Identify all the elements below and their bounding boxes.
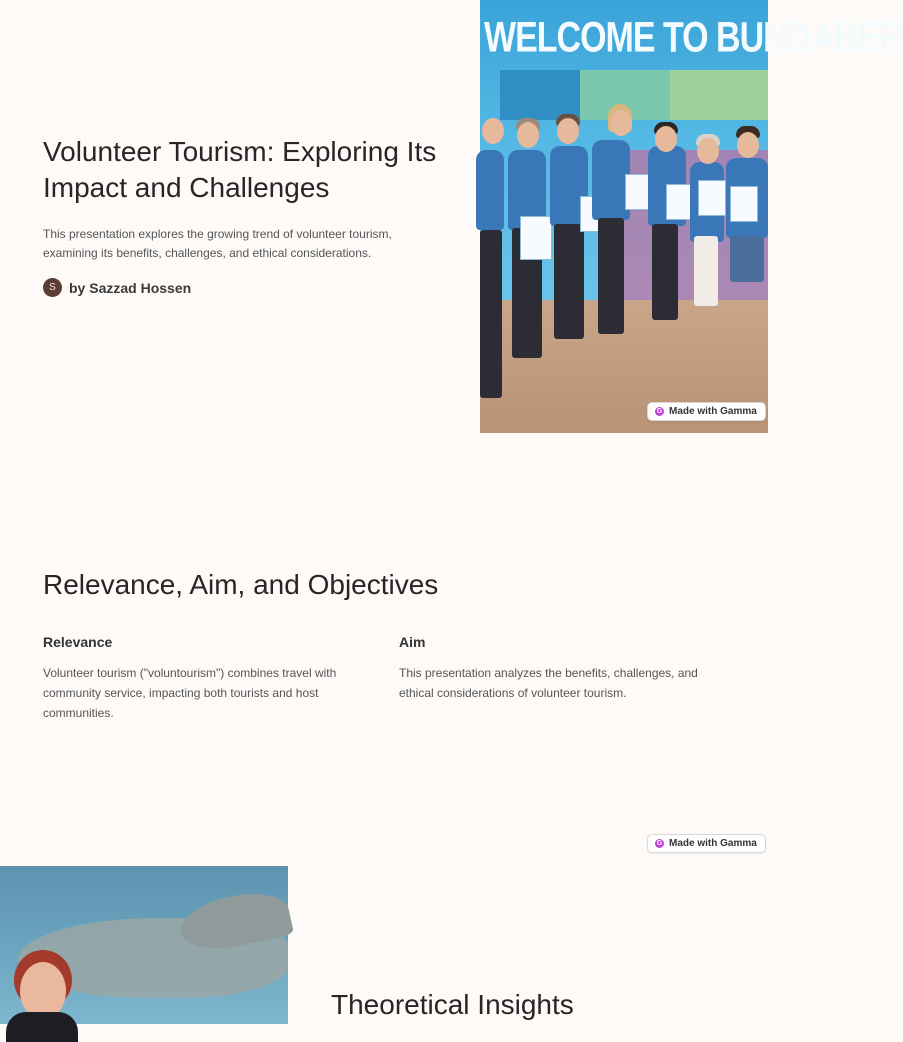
section-title: Theoretical Insights (331, 989, 574, 1020)
slide-title (0, 0, 903, 433)
banner-map-panel (500, 70, 580, 120)
gamma-logo-icon: G (656, 840, 663, 847)
volunteers-group-photo (480, 0, 903, 433)
slide-relevance (0, 433, 768, 866)
gamma-logo-icon: G (656, 408, 663, 415)
section-title: Relevance, Aim, and Objectives (43, 569, 439, 600)
aim-column (399, 633, 709, 703)
relevance-body: Volunteer tourism ("voluntourism") combines travel with community service, impacting both tourists and host communities. (43, 666, 337, 720)
made-with-gamma-badge[interactable] (647, 834, 766, 853)
slide-theoretical-insights (0, 866, 768, 1024)
author-byline (43, 278, 191, 297)
relevance-heading: Relevance (43, 634, 113, 650)
author-name: by Sazzad Hossen (69, 279, 192, 296)
badge-label: Made with Gamma (669, 406, 757, 417)
banner-map-panel (670, 70, 768, 120)
relevance-column (43, 633, 353, 723)
woman-body (6, 1012, 78, 1042)
author-avatar: S (43, 278, 62, 297)
welcome-sign-text: WELCOME TO BUNDABER (484, 14, 903, 62)
presentation-title: Volunteer Tourism: Exploring Its Impact and Challenges (43, 136, 437, 203)
woman-with-turtle-photo (0, 866, 288, 1024)
aim-heading: Aim (399, 634, 426, 650)
aim-body: This presentation analyzes the benefits, challenges, and ethical considerations of volunteer tourism. (399, 666, 698, 700)
presentation-description: This presentation explores the growing trend of volunteer tourism, examining its benefits, challenges, and ethical considerations. (43, 227, 392, 260)
made-with-gamma-badge[interactable] (647, 402, 766, 421)
badge-label: Made with Gamma (669, 838, 757, 849)
